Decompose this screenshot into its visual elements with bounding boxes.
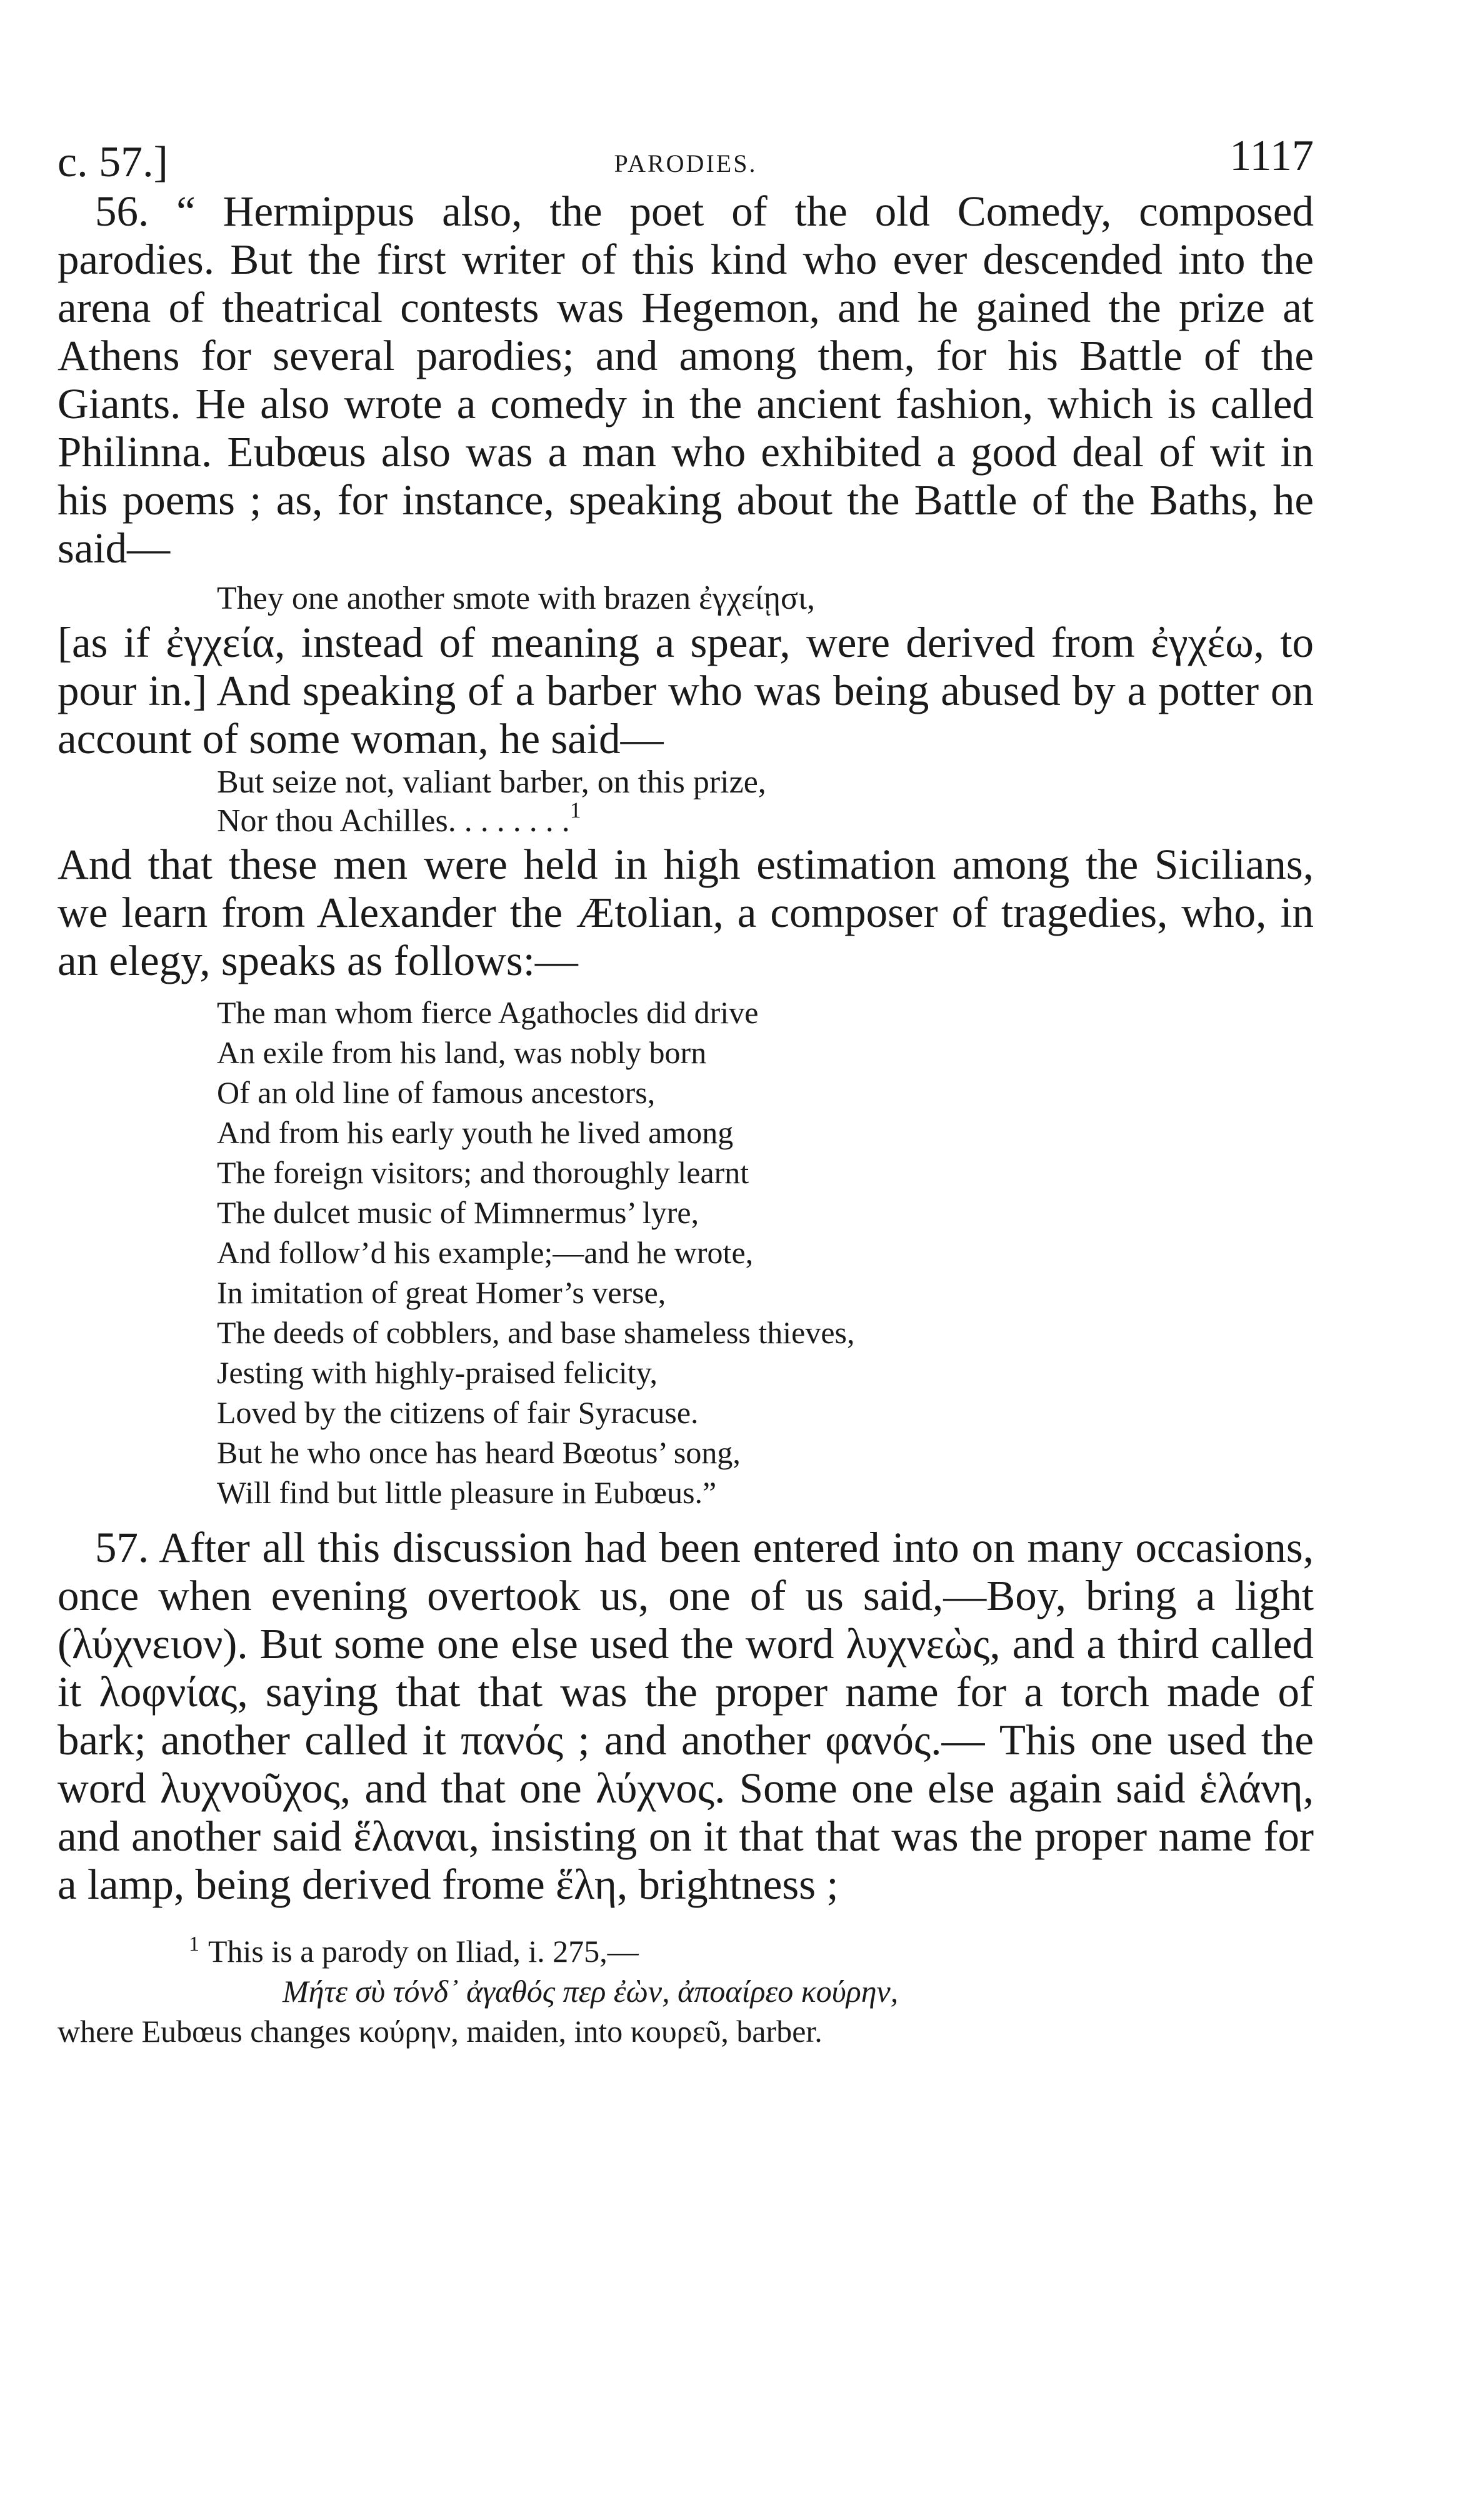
paragraph-56: 56. “ Hermippus also, the poet of the old Comedy, composed parodies. But the first writer of this kind who ever descended into the arena of theatrical contests was Hegemon, and he gained the prize at Athens for several parodies; and among them, for his Battle of the Giants. He also wrote a comedy in the ancient fashion, which is called Philinna. Eubœus also was a man who exhibited a good deal of wit in his poems ; as, for instance, speaking about the Battle of the Baths, he said— [58, 188, 1314, 572]
footnote-text: This is a parody on Iliad, i. 275,— [208, 1934, 639, 1969]
book-page [58, 125, 1314, 2051]
elegy-line: The dulcet music of Mimnermus’ lyre, [217, 1195, 699, 1230]
footnote-mark: 1 [189, 1932, 199, 1956]
footnote-greek-quote: Μήτε σὺ τόνδ᾽ ἀγαθός περ ἐὼν, ἀποαίρεο κούρην, [282, 1974, 899, 2009]
paragraph-57: 57. After all this discussion had been entered into on many occasions, once when evening overtook us, one of us said,—Boy, bring a light (λύχνειον). But some one else used the word λυχνεὼς, and a third called it λοφνίας, saying that that was the proper name for a torch made of bark; another called it πανός ; and another φανός.— This one used the word λυχνοῦχος, and that one λύχνος. Some one else again said ἑλάνη, and another said ἕλαναι, insisting on it that that was the proper name for a lamp, being derived frome ἕλη, brightness ; [58, 1524, 1314, 1908]
elegy-line: Loved by the citizens of fair Syracuse. [217, 1395, 699, 1430]
elegy-line: But he who once has heard Bœotus’ song, [217, 1435, 741, 1470]
verse-line: But seize not, valiant barber, on this prize, [217, 764, 766, 800]
elegy-line: Will find but little pleasure in Eubœus.” [217, 1475, 717, 1510]
elegy-line: The deeds of cobblers, and base shameless thieves, [217, 1315, 855, 1350]
running-header [58, 125, 1314, 188]
elegy-line: Of an old line of famous ancestors, [217, 1075, 656, 1110]
elegy-quote [58, 992, 1314, 1512]
paragraph-56-sicilians: And that these men were held in high estimation among the Sicilians, we learn from Alexander the Ætolian, a composer of tragedies, who, in an elegy, speaks as follows:— [58, 841, 1314, 984]
page-number: 1117 [1229, 132, 1314, 180]
verse-quote-barber [58, 763, 1314, 841]
elegy-line: And follow’d his example;—and he wrote, [217, 1235, 754, 1270]
footnotes [58, 1931, 1314, 2051]
footnote-1 [58, 1931, 1314, 1971]
verse-line-text: Nor thou Achilles. . . . . . . . [217, 803, 570, 839]
elegy-line: An exile from his land, was nobly born [217, 1035, 707, 1070]
elegy-line: The foreign visitors; and thoroughly learnt [217, 1155, 749, 1190]
verse-line [58, 798, 1314, 841]
verse-quote-baths: They one another smote with brazen ἐγχείῃσι, [217, 581, 815, 616]
elegy-line: Jesting with highly-praised felicity, [217, 1355, 658, 1390]
elegy-line: In imitation of great Homer’s verse, [217, 1275, 666, 1310]
footnote-explanation: where Eubœus changes κούρην, maiden, into κουρεῦ, barber. [58, 2014, 822, 2049]
paragraph-56-continued: [as if ἐγχεία, instead of meaning a spear, were derived from ἐγχέω, to pour in.] And speaking of a barber who was being abused by a potter on account of some woman, he said— [58, 619, 1314, 762]
elegy-line: The man whom fierce Agathocles did drive [217, 995, 759, 1030]
elegy-line: And from his early youth he lived among [217, 1115, 734, 1150]
footnote-reference: 1 [569, 798, 581, 822]
chapter-reference: c. 57.] [58, 138, 168, 186]
running-title: PARODIES. [614, 149, 758, 178]
